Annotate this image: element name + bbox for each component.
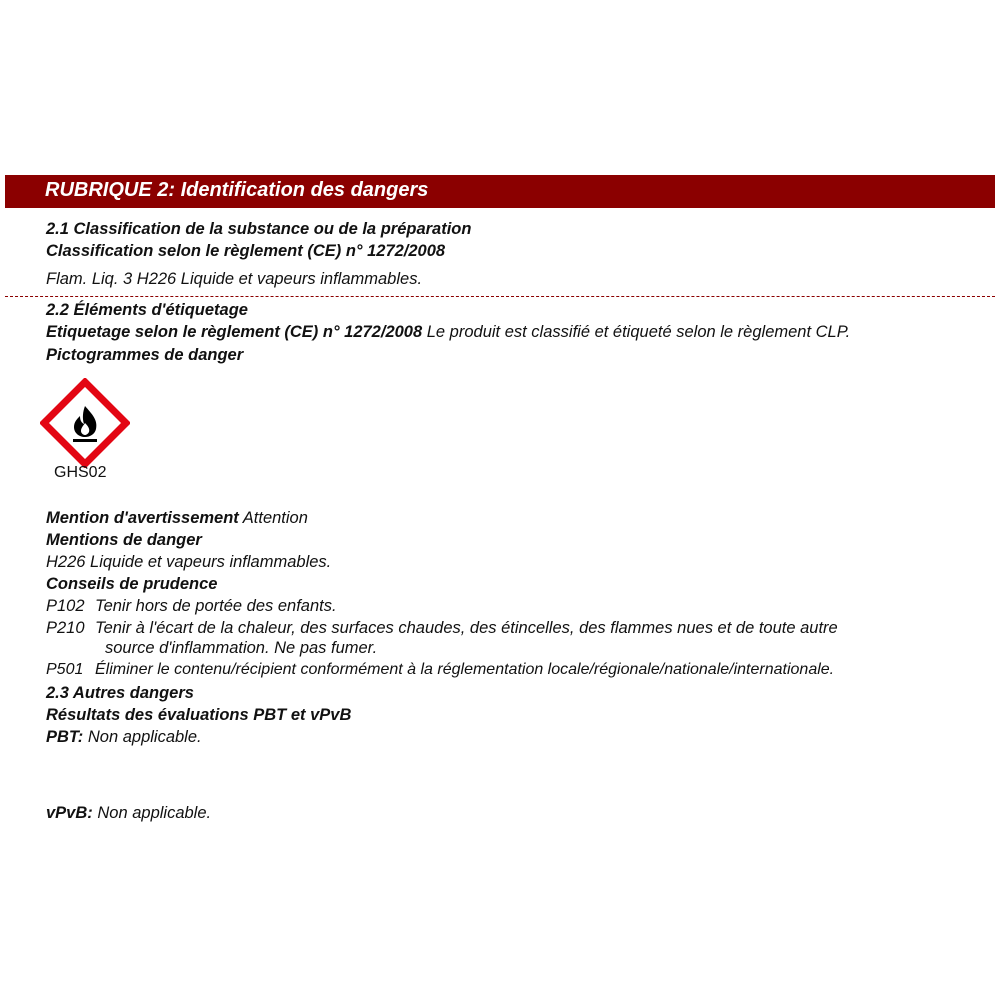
precaution-p102 — [46, 596, 337, 616]
section-divider — [5, 296, 995, 297]
section-banner — [5, 175, 995, 208]
pbt-vpvb-heading: Résultats des évaluations PBT et vPvB — [46, 706, 352, 724]
pbt-label: PBT: — [46, 728, 84, 746]
section-title: RUBRIQUE 2: Identification des dangers — [45, 179, 429, 201]
precautionary-heading: Conseils de prudence — [46, 575, 218, 593]
precaution-text: Tenir à l'écart de la chaleur, des surfaces chaudes, des étincelles, des flammes nues et de toute autre — [95, 619, 838, 637]
pbt-line — [46, 727, 202, 747]
heading-2-2: 2.2 Éléments d'étiquetage — [46, 301, 248, 319]
signal-word-value: Attention — [238, 509, 308, 527]
signal-word-label: Mention d'avertissement — [46, 509, 239, 527]
classification-text: Flam. Liq. 3 H226 Liquide et vapeurs inflammables. — [46, 270, 423, 288]
flame-pictogram-icon — [40, 378, 130, 468]
precaution-code: P210 — [46, 619, 85, 637]
heading-2-3: 2.3 Autres dangers — [46, 684, 194, 702]
precaution-text: Tenir hors de portée des enfants. — [95, 597, 337, 615]
classification-regulation: Classification selon le règlement (CE) n° 1272/2008 — [46, 242, 446, 260]
labelling-text: Le produit est classifié et étiqueté selon le règlement CLP. — [422, 323, 851, 341]
pictograms-heading: Pictogrammes de danger — [46, 346, 244, 364]
precaution-code: P102 — [46, 597, 85, 615]
hazard-statements-heading: Mentions de danger — [46, 531, 202, 549]
labelling-regulation: Etiquetage selon le règlement (CE) n° 1272/2008 — [46, 323, 423, 341]
precaution-code: P501 — [46, 661, 84, 678]
hazard-statement: H226 Liquide et vapeurs inflammables. — [46, 553, 332, 571]
vpvb-label: vPvB: — [46, 804, 93, 822]
labelling-line — [46, 322, 850, 342]
signal-word-line — [46, 508, 308, 528]
vpvb-line — [46, 803, 211, 823]
pictogram-code: GHS02 — [54, 464, 107, 481]
vpvb-value: Non applicable. — [92, 804, 212, 822]
pbt-value: Non applicable. — [83, 728, 202, 746]
precaution-p210 — [46, 618, 838, 638]
precaution-p501 — [46, 660, 834, 680]
precaution-text: Éliminer le contenu/récipient conformément à la réglementation locale/régionale/nationale/internationale. — [95, 661, 835, 678]
heading-2-1: 2.1 Classification de la substance ou de la préparation — [46, 220, 472, 238]
precaution-p210-continued: source d'inflammation. Ne pas fumer. — [105, 639, 378, 657]
